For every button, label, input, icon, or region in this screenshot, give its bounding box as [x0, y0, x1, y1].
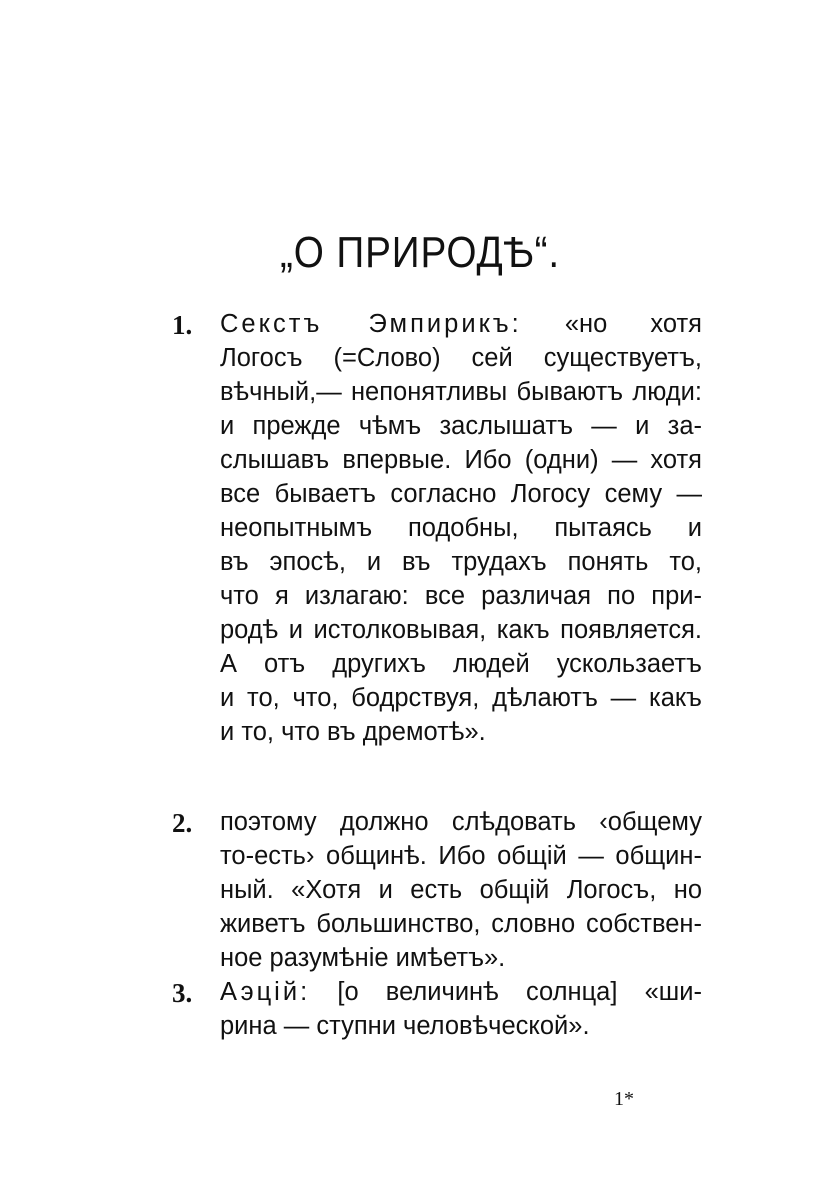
- fragment-line: А отъ другихъ людей ускользаетъ: [220, 650, 702, 678]
- fragment-line: Логосъ (=Слово) сей существуетъ,: [220, 344, 702, 372]
- fragment-line: рина — ступни человѣческой».: [220, 1012, 590, 1040]
- fragment-line: то-есть› общинѣ. Ибо общій — общин-: [220, 842, 702, 870]
- fragment-line: въ эпосѣ, и въ трудахъ понять то,: [220, 548, 702, 576]
- fragment-number: 1.: [172, 310, 193, 340]
- fragment-line: живетъ большинство, словно собствен-: [220, 910, 702, 938]
- fragment-line: [220, 976, 702, 1008]
- page-title: „О ПРИРОДѢ“.: [279, 228, 561, 277]
- line-text: [о величинѣ солнца] «ши-: [310, 978, 702, 1006]
- fragment-line: ное разумѣніе имѣетъ».: [220, 944, 506, 972]
- fragment-line: [220, 308, 702, 340]
- fragment-line: слышавъ впервые. Ибо (одни) — хотя: [220, 446, 702, 474]
- fragment-line: неопытнымъ подобны, пытаясь и: [220, 514, 702, 542]
- line-text: «но хотя: [521, 310, 702, 338]
- fragment-line: и то, что въ дремотѣ».: [220, 718, 486, 746]
- fragment-line: родѣ и истолковывая, какъ появляется.: [220, 616, 702, 644]
- fragment-line: поэтому должно слѣдовать ‹общему: [220, 808, 702, 836]
- fragment-line: все бываетъ согласно Логосу сему —: [220, 480, 702, 508]
- signature-mark: 1*: [614, 1088, 634, 1110]
- fragment-number: 3.: [172, 978, 193, 1008]
- fragment-line: и прежде чѣмъ заслышатъ — и за-: [220, 412, 702, 440]
- fragment-line: вѣчный,— непонятливы бываютъ люди:: [220, 378, 702, 406]
- source-author: Секстъ Эмпирикъ:: [220, 310, 522, 338]
- fragment-line: и то, что, бодрствуя, дѣлаютъ — какъ: [220, 684, 702, 712]
- fragment-line: ный. «Хотя и есть общій Логосъ, но: [220, 876, 702, 904]
- source-author: Аэцій:: [220, 978, 311, 1006]
- fragment-line: что я излагаю: все различая по при-: [220, 582, 702, 610]
- fragment-number: 2.: [172, 808, 193, 838]
